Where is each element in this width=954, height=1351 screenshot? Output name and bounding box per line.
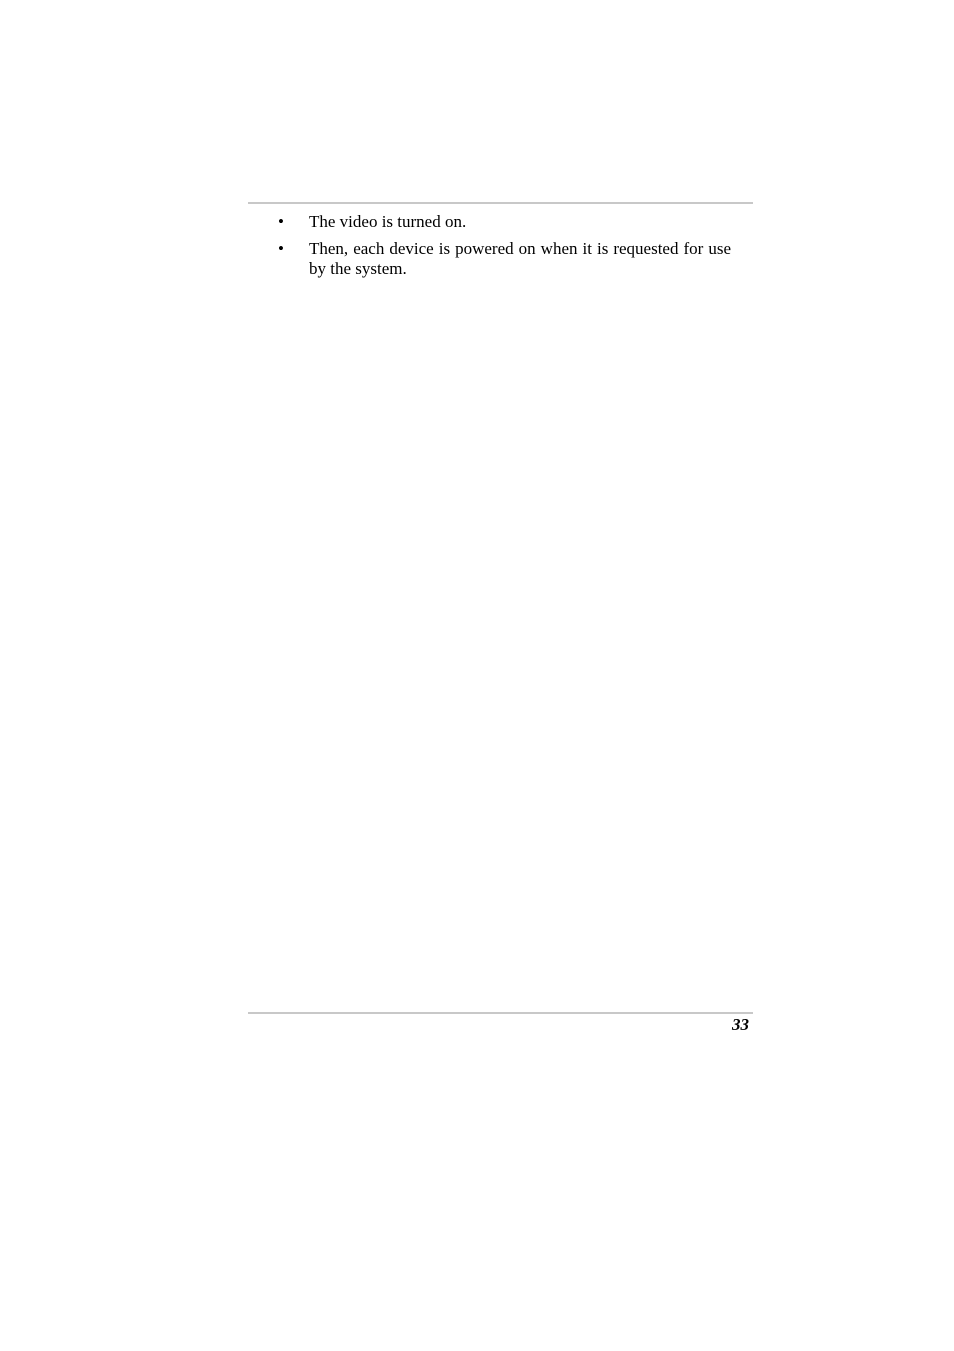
header-rule (248, 202, 753, 204)
bullet-list (248, 212, 753, 286)
bullet-text: Then, each device is powered on when it is requested for use by the system. (309, 239, 731, 278)
page-number: 33 (732, 1015, 749, 1034)
bullet-text: The video is turned on. (309, 212, 467, 231)
footer-rule (248, 1012, 753, 1014)
bullet-icon: • (278, 239, 284, 258)
bullet-icon: • (278, 212, 284, 231)
list-item (248, 212, 753, 232)
list-item (248, 239, 753, 279)
